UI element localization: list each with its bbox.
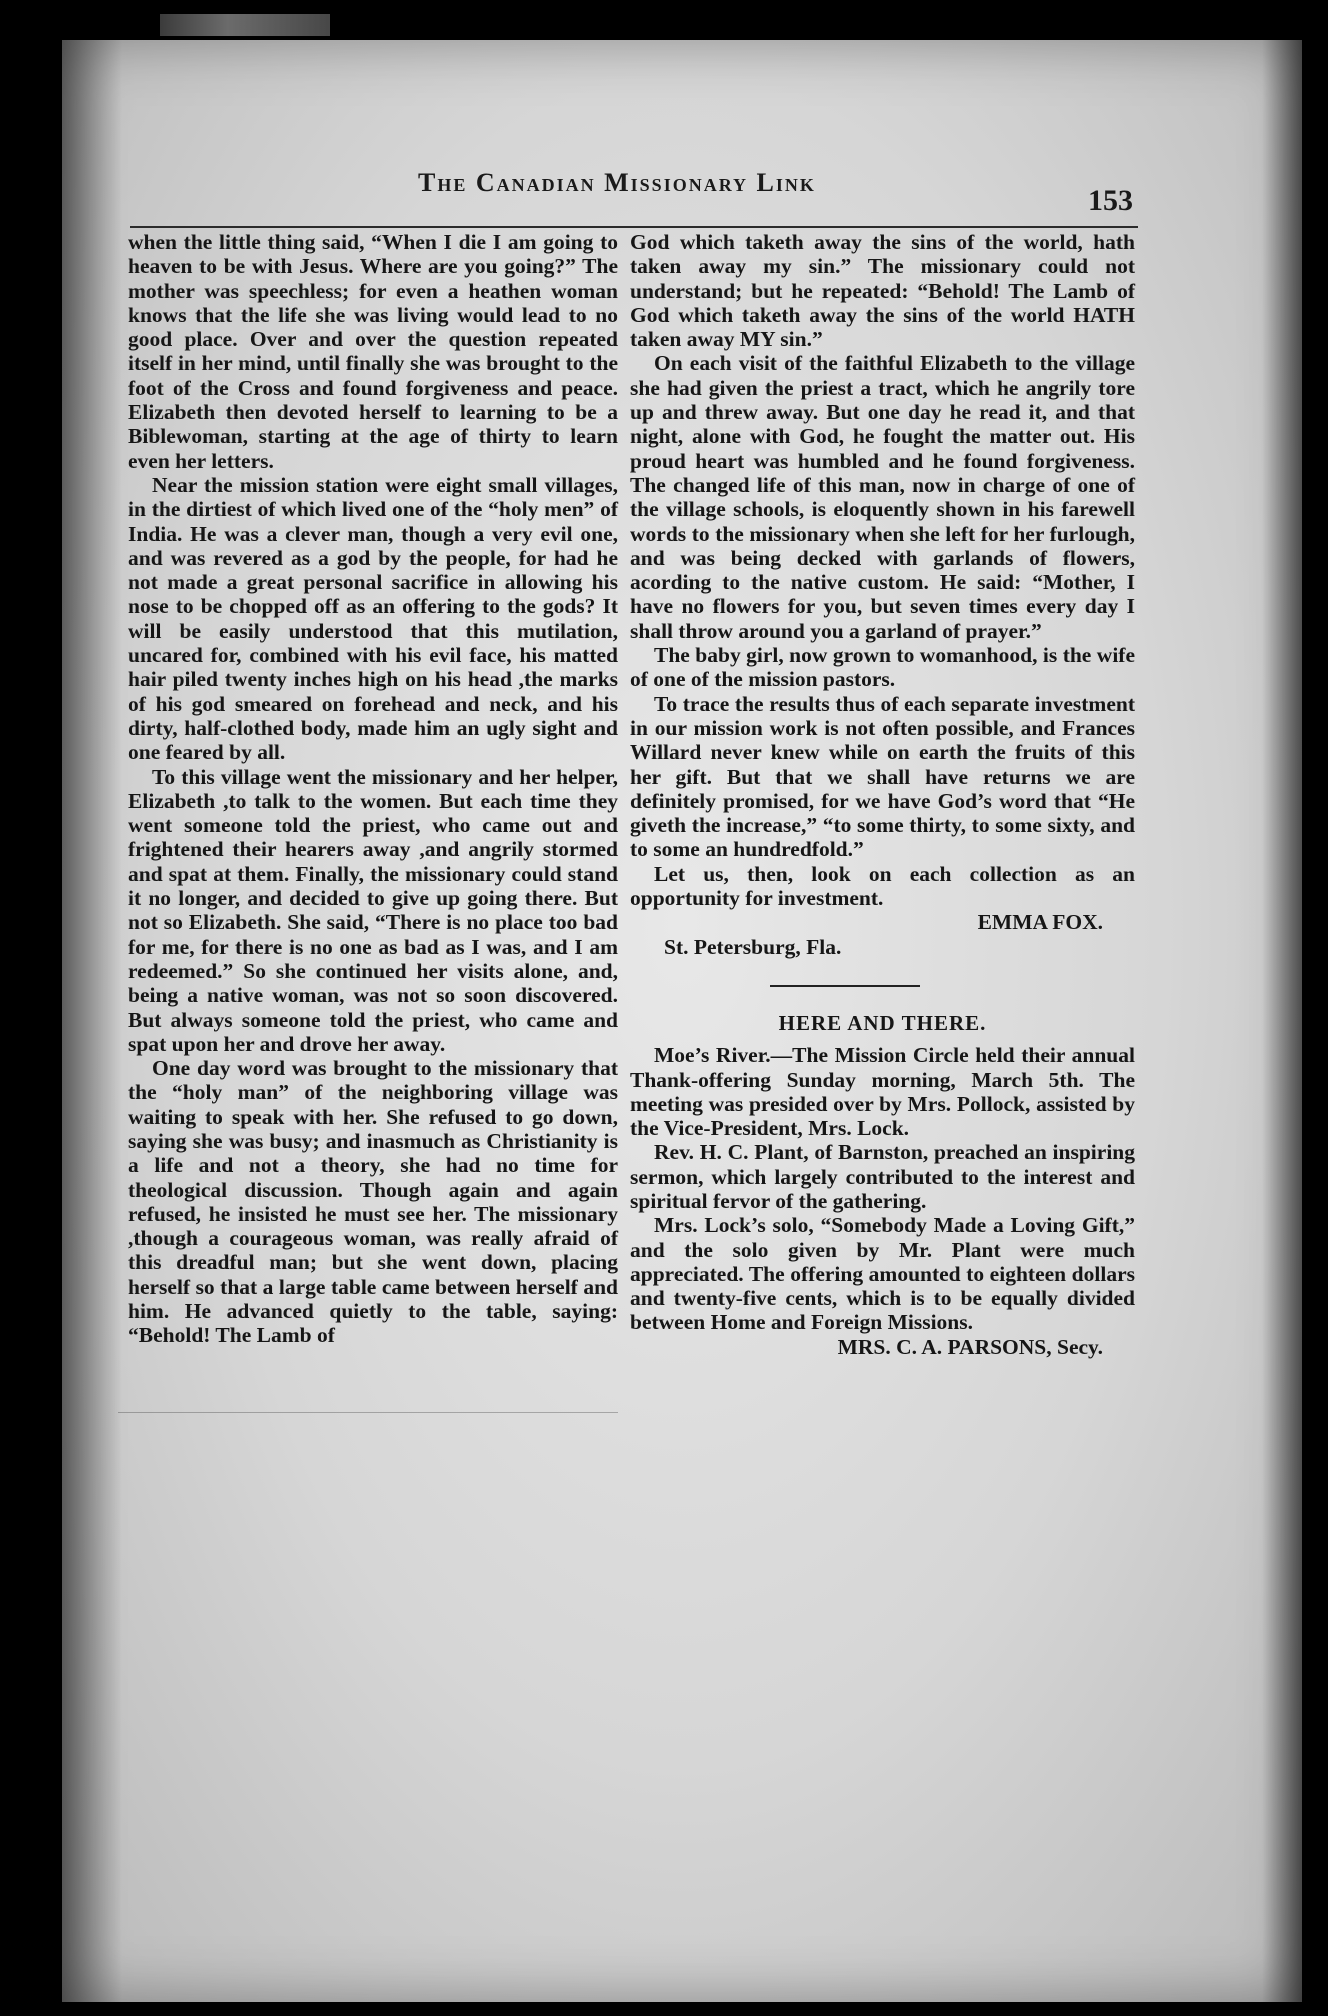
paragraph: Moe’s River.—The Mission Circle held their annual Thank-offering Sunday morning, March 5th. The meeting was presided over by Mrs. Pollock, assisted by the Vice-President, Mrs. Lock. [630, 1043, 1135, 1141]
paragraph: God which taketh away the sins of the world, hath taken away my sin.” The missionary could not understand; but he repeated: “Behold! The Lamb of God which taketh away the sins of the world HATH taken away MY sin.” [630, 230, 1135, 352]
paragraph: Mrs. Lock’s solo, “Somebody Made a Loving Gift,” and the solo given by Mr. Plant were much appreciated. The offering amounted to eighteen dollars and twenty-five cents, which is to be equally divided between Home and Foreign Missions. [630, 1213, 1135, 1335]
left-column [128, 230, 618, 1348]
paragraph: On each visit of the faithful Elizabeth to the village she had given the priest a tract, which he angrily tore up and threw away. But one day he read it, and that night, alone with God, he fought the matter out. His proud heart was humbled and he found forgiveness. The changed life of this man, now in charge of one of the village schools, is eloquently shown in his farewell words to the missionary when she left for her furlough, and was being decked with garlands of flowers, acording to the native custom. He said: “Mother, I have no flowers for you, but seven times every day I shall throw around you a garland of prayer.” [630, 351, 1135, 643]
paragraph: Let us, then, look on each collection as an opportunity for investment. [630, 861, 1135, 911]
paragraph: Rev. H. C. Plant, of Barnston, preached an inspiring sermon, which largely contributed to the interest and spiritual fervor of the gathering. [630, 1140, 1135, 1213]
page-number: 153 [1088, 184, 1133, 217]
page-left-shadow [62, 40, 122, 2002]
paragraph: To this village went the missionary and her helper, Elizabeth ,to talk to the women. But each time they went someone told the priest, who came out and frightened their hearers away ,and angrily stormed and spat at them. Finally, the missionary could stand it no longer, and decided to give up going there. But not so Elizabeth. She said, “There is no place too bad for me, for there is no one as bad as I was, and I am redeemed.” So she continued her visits alone, and, being a native woman, was not so soon discovered. But always someone told the priest, who came and spat upon her and drove her away. [128, 764, 618, 1056]
page-fold-line [118, 1412, 618, 1413]
author-signature: EMMA FOX. [977, 910, 1103, 935]
paragraph: Near the mission station were eight small villages, in the dirtiest of which lived one of the “holy men” of India. He was a clever man, though a very evil one, and was revered as a god by the people, for had he not made a great personal sacrifice in allowing his nose to be chopped off as an offering to the gods? It will be easily understood that this mutilation, uncared for, combined with his evil face, his matted hair piled twenty inches high on his head ,the marks of his god smeared on forehead and neck, and his dirty, half-clothed body, made him an ugly sight and one feared by all. [128, 472, 618, 765]
author-place: St. Petersburg, Fla. [664, 934, 842, 959]
paragraph: One day word was brought to the missionary that the “holy man” of the neighboring village was waiting to speak with her. She refused to go down, saying she was busy; and inasmuch as Christianity is a life and not a theory, she had no time for theological discussion. Though again and again refused, he insisted he must see her. The missionary ,though a courageous woman, was really afraid of this dreadful man; but she went down, placing herself so that a large table came between herself and him. He advanced quietly to the table, saying: “Behold! The Lamb of [128, 1056, 618, 1348]
report-signature: MRS. C. A. PARSONS, Secy. [837, 1334, 1103, 1359]
right-column [630, 230, 1135, 1359]
section-divider [770, 985, 920, 987]
page-gutter-shadow [1262, 40, 1302, 2002]
paragraph: The baby girl, now grown to womanhood, is the wife of one of the mission pastors. [630, 643, 1135, 692]
section-title: HERE AND THERE. [778, 1010, 987, 1035]
header-rule [130, 226, 1138, 228]
film-edge-mark [160, 14, 330, 36]
paragraph: when the little thing said, “When I die I am going to heaven to be with Jesus. Where are you going?” The mother was speechless; for even a heathen woman knows that the life she was living would lead to no good place. Over and over the question repeated itself in her mind, until finally she was brought to the foot of the Cross and found forgiveness and peace. Elizabeth then devoted herself to learning to be a Biblewoman, starting at the age of thirty to learn even her letters. [128, 230, 618, 473]
running-header: The Canadian Missionary Link [418, 168, 816, 197]
paragraph: To trace the results thus of each separate investment in our mission work is not often possible, and Frances Willard never knew while on earth the fruits of this her gift. But that we shall have returns we are definitely promised, for we have God’s word that “He giveth the increase,” “to some thirty, to some sixty, and to some an hundredfold.” [630, 691, 1135, 862]
